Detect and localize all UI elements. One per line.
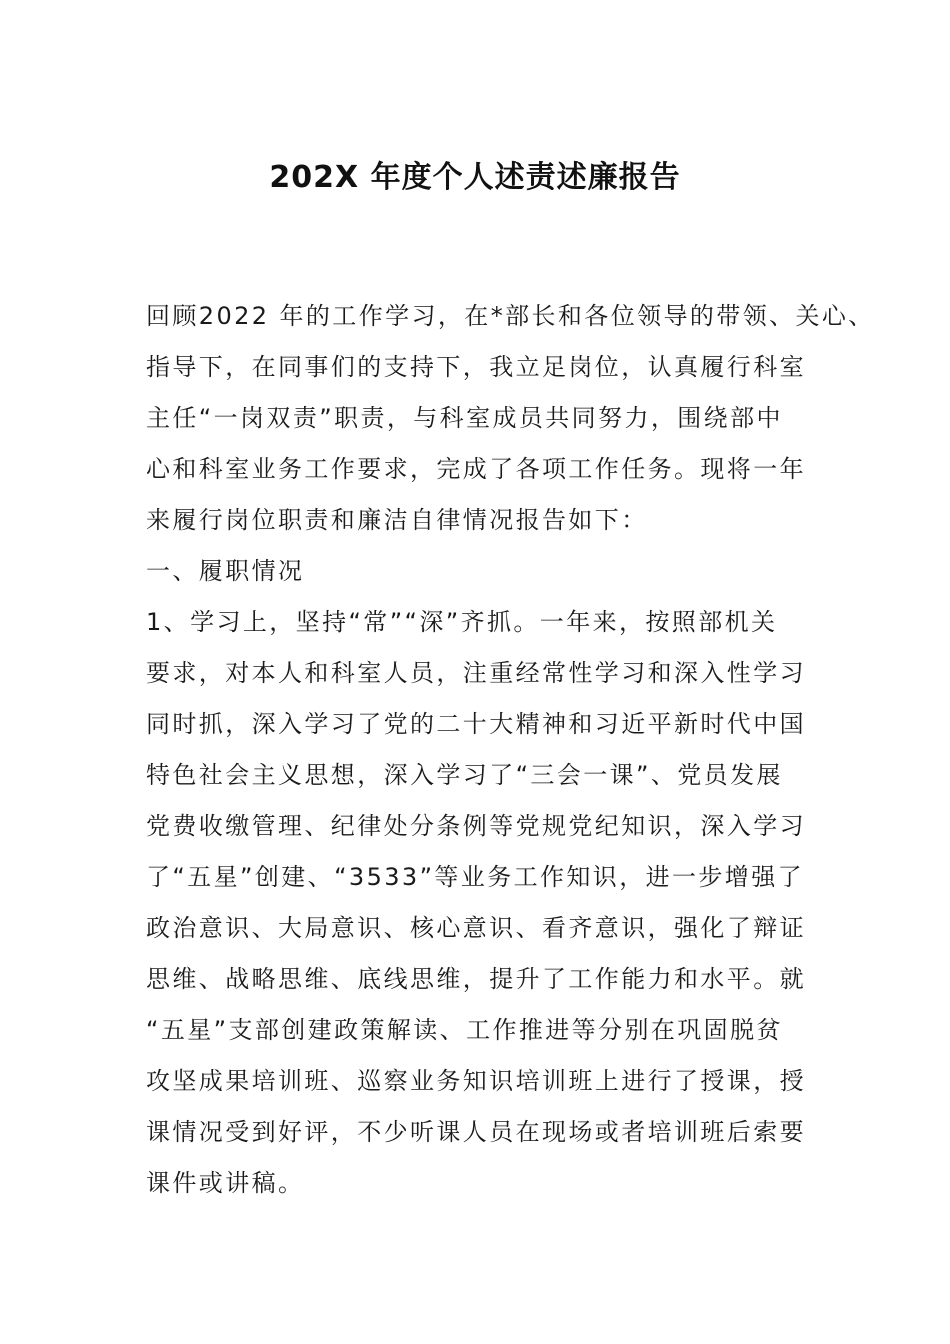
body-line: 主任“一岗双责”职责，与科室成员共同努力，围绕部中 (146, 404, 783, 432)
body-line: 党费收缴管理、纪律处分条例等党规党纪知识，深入学习 (146, 812, 806, 840)
body-line: 了“五星”创建、“3533”等业务工作知识，进一步增强了 (146, 863, 805, 891)
body-line: 课情况受到好评，不少听课人员在现场或者培训班后索要 (146, 1118, 806, 1146)
body-line: 政治意识、大局意识、核心意识、看齐意识，强化了辩证 (146, 914, 806, 942)
section-heading: 一、履职情况 (146, 557, 305, 585)
body-line: 思维、战略思维、底线思维，提升了工作能力和水平。就 (146, 965, 806, 993)
body-line: 回顾2022 年的工作学习，在*部长和各位领导的带领、关心、 (146, 302, 875, 330)
body-line: 攻坚成果培训班、巡察业务知识培训班上进行了授课，授 (146, 1067, 806, 1095)
body-line: 心和科室业务工作要求，完成了各项工作任务。现将一年 (146, 455, 806, 483)
document-body (146, 291, 875, 1209)
body-line: 同时抓，深入学习了党的二十大精神和习近平新时代中国 (146, 710, 806, 738)
body-line: “五星”支部创建政策解读、工作推进等分别在巩固脱贫 (146, 1016, 783, 1044)
body-line: 课件或讲稿。 (146, 1169, 305, 1197)
body-line: 要求，对本人和科室人员，注重经常性学习和深入性学习 (146, 659, 806, 687)
body-line: 1、学习上，坚持“常”“深”齐抓。一年来，按照部机关 (146, 608, 778, 636)
document-title: 202X 年度个人述责述廉报告 (269, 160, 681, 195)
body-line: 特色社会主义思想，深入学习了“三会一课”、党员发展 (146, 761, 783, 789)
body-line: 来履行岗位职责和廉洁自律情况报告如下： (146, 506, 648, 534)
body-line: 指导下，在同事们的支持下，我立足岗位，认真履行科室 (146, 353, 806, 381)
